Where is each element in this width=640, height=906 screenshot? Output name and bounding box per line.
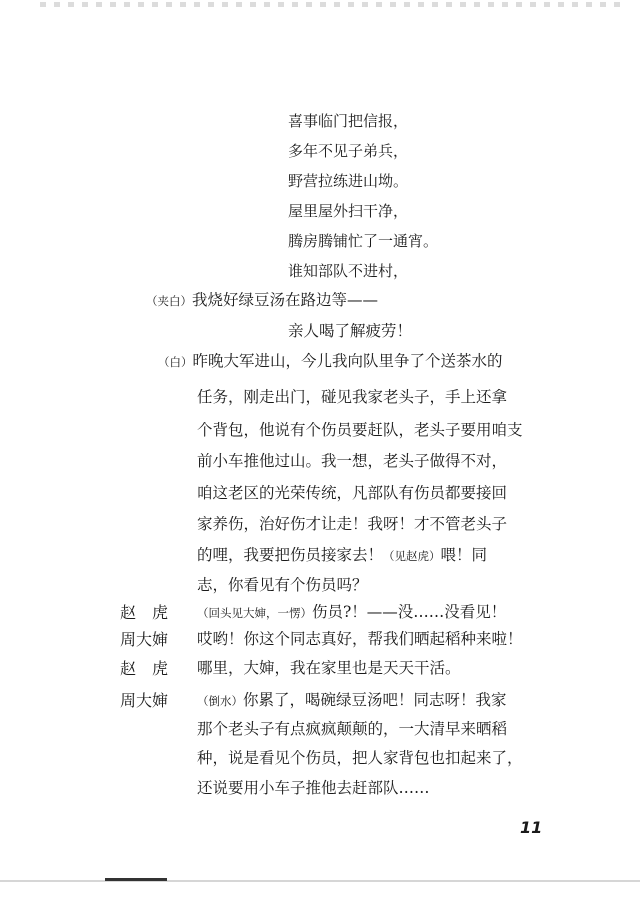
speaker-name: 赵 虎 xyxy=(120,603,169,622)
verse-line: 喜事临门把信报， xyxy=(288,112,409,130)
stage-direction: （见赵虎） xyxy=(383,549,441,563)
monologue-line: 咱这老区的光荣传统，凡部队有伤员都要接回 xyxy=(197,484,508,502)
dialogue-continuation: 那个老头子有点疯疯颠颠的，一大清早来晒稻 xyxy=(197,720,508,738)
verse-block xyxy=(288,106,438,286)
dialogue-line: 哪里，大婶，我在家里也是天天干活。 xyxy=(197,659,461,677)
monologue-line: 的哩，我要把伤员接家去！（见赵虎）喂！同 xyxy=(197,546,488,564)
dialogue-line: （倒水）你累了，喝碗绿豆汤吧！同志呀！我家 xyxy=(197,691,507,709)
dialogue-line: （回头见大婶，一愣）伤员?！——没……没看见！ xyxy=(197,603,507,621)
verse-line: 谁知部队不进村， xyxy=(288,262,409,280)
monologue-line: 志，你看见有个伤员吗？ xyxy=(197,576,368,594)
bottom-edge-line xyxy=(0,880,640,882)
stage-direction: （回头见大婶，一愣） xyxy=(197,606,312,620)
dialogue-line: 哎哟！你这个同志真好，帮我们晒起稻种来啦！ xyxy=(197,630,523,648)
monologue-line: 前小车推他过山。我一想，老头子做得不对， xyxy=(197,452,508,470)
verse-line: 屋里屋外扫干净， xyxy=(288,202,409,220)
bottom-edge-mark xyxy=(105,878,167,881)
aside-continuation: 亲人喝了解疲劳！ xyxy=(288,322,413,340)
dialogue-continuation: 还说要用小车子推他去赶部队…… xyxy=(197,779,430,797)
monologue-line: 任务，刚走出门，碰见我家老头子，手上还拿 xyxy=(197,388,508,406)
aside-line xyxy=(146,288,378,310)
top-edge-scan-artifact xyxy=(40,2,622,7)
verse-line: 多年不见子弟兵， xyxy=(288,142,409,160)
speaker-name: 赵 虎 xyxy=(120,659,169,678)
speaker-name: 周大婶 xyxy=(120,630,169,649)
verse-line: 野营拉练进山坳。 xyxy=(288,172,409,190)
stage-direction: （夹白） xyxy=(146,294,192,308)
monologue-line: 个背包，他说有个伤员要赶队，老头子要用咱支 xyxy=(197,421,523,439)
page-number: 11 xyxy=(520,818,543,837)
stage-direction: （白） xyxy=(158,355,193,369)
dialogue-continuation: 种，说是看见个伤员，把人家背包也扣起来了， xyxy=(197,749,523,767)
monologue-first-line: （白）昨晚大军进山，今儿我向队里争了个送茶水的 xyxy=(158,352,503,370)
stage-direction: （倒水） xyxy=(197,694,243,708)
monologue-line: 家养伤，治好伤才让走！我呀！才不管老头子 xyxy=(197,515,508,533)
verse-line: 腾房腾铺忙了一通宵。 xyxy=(288,232,439,250)
speaker-name: 周大婶 xyxy=(120,691,169,710)
aside-text: 我烧好绿豆汤在路边等—— xyxy=(192,291,379,309)
